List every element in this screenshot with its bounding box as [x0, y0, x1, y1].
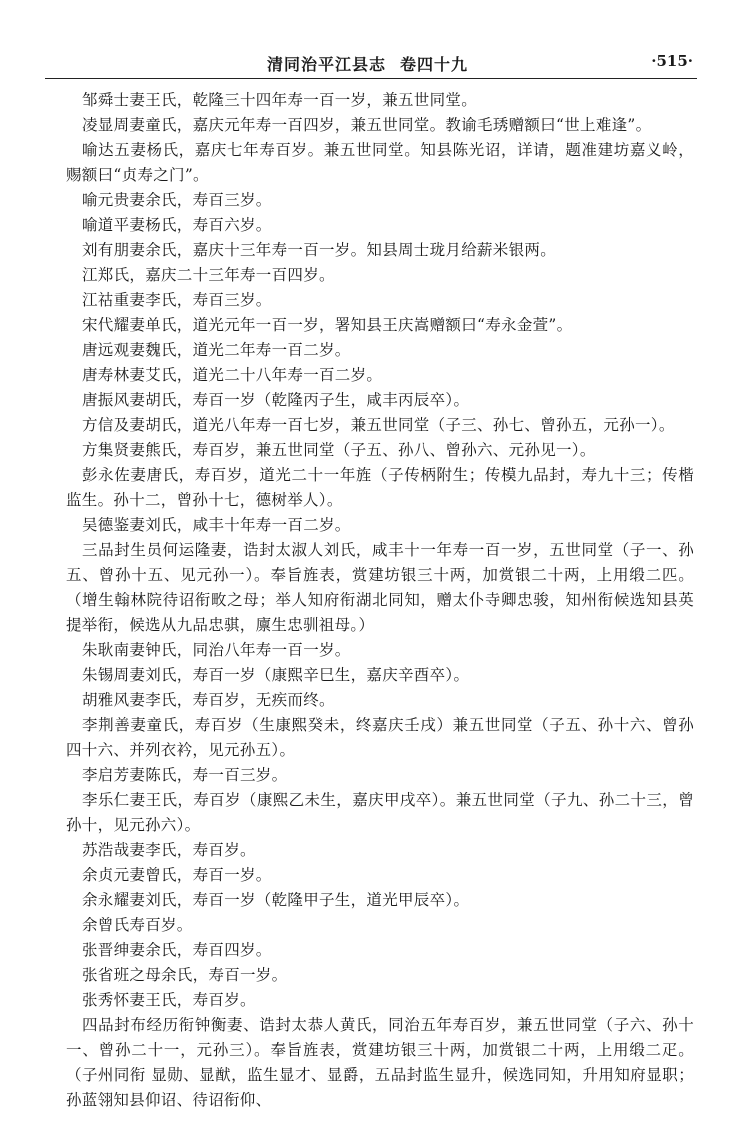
- entry-26: 余永耀妻刘氏，寿百一岁（乾隆甲子生，道光甲辰卒）。: [82, 891, 470, 909]
- entry-4: 喻元贵妻余氏，寿百三岁。: [82, 191, 272, 209]
- entry-29: 张省班之母余氏，寿百一岁。: [82, 966, 288, 984]
- entry-2: 凌显周妻童氏，嘉庆元年寿一百四岁，兼五世同堂。教谕毛琇赠额曰“世上难逢”。: [82, 116, 652, 134]
- entry-16: 吴德鉴妻刘氏，咸丰十年寿一百二岁。: [82, 516, 351, 534]
- entry-19: 朱锡周妻刘氏，寿百一岁（康熙辛巳生，嘉庆辛酉卒）。: [82, 666, 470, 684]
- entry-10: 唐远观妻魏氏，道光二年寿一百二岁。: [82, 341, 351, 359]
- entry-8: 江祜重妻李氏，寿百三岁。: [82, 291, 272, 309]
- entry-18: 朱耿南妻钟氏，同治八年寿一百一岁。: [82, 641, 351, 659]
- entry-28: 张晋绅妻余氏，寿百四岁。: [82, 941, 272, 959]
- page-header: [45, 44, 697, 79]
- entry-7: 江郑氏，嘉庆二十三年寿一百四岁。: [82, 266, 335, 284]
- entry-25: 余贞元妻曾氏，寿百一岁。: [82, 866, 272, 884]
- body-text: [66, 88, 694, 1113]
- entry-17: 三品封生员何运隆妻，诰封太淑人刘氏，咸丰十一年寿一百一岁，五世同堂（子一、孙五、曾孙十五、见元孙一）。奉旨旌表，赏建坊银三十两，加赏银二十两，上用缎二匹。（增生翰林院待诏衔畋之母；举人知府衔湖北同知，赠太仆寺卿忠骏，知州衔候选知县英提举衔，候选从九品忠骐，廪生忠驯祖母。）: [66, 541, 694, 634]
- entry-30: 张秀怀妻王氏，寿百岁。: [82, 991, 256, 1009]
- entry-9: 宋代耀妻单氏，道光元年一百一岁，署知县王庆嵩赠额曰“寿永金萱”。: [82, 316, 573, 334]
- entry-22: 李启芳妻陈氏，寿一百三岁。: [82, 766, 288, 784]
- volume-label: 卷四十九: [400, 55, 469, 74]
- book-title: 清同治平江县志: [267, 55, 387, 74]
- entry-14: 方集贤妻熊氏，寿百岁，兼五世同堂（子五、孙八、曾孙六、元孙见一）。: [82, 441, 596, 459]
- entry-15: 彭永佐妻唐氏，寿百岁，道光二十一年旌（子传柄附生；传模九品封，寿九十三；传楷监生。孙十二，曾孙十七，德树举人）。: [66, 466, 694, 509]
- entry-6: 刘有朋妻余氏，嘉庆十三年寿一百一岁。知县周士珑月给薪米银两。: [82, 241, 557, 259]
- header-title: [267, 52, 468, 75]
- entry-27: 余曾氏寿百岁。: [82, 916, 193, 934]
- entry-11: 唐寿林妻艾氏，道光二十八年寿一百二岁。: [82, 366, 383, 384]
- entry-12: 唐振风妻胡氏，寿百一岁（乾隆丙子生，咸丰丙辰卒）。: [82, 391, 470, 409]
- entry-1: 邹舜士妻王氏，乾隆三十四年寿一百一岁，兼五世同堂。: [82, 91, 478, 109]
- entry-20: 胡雅风妻李氏，寿百岁，无疾而终。: [82, 691, 335, 709]
- entry-31: 四品封布经历衔钟衡妻、诰封太恭人黄氏，同治五年寿百岁，兼五世同堂（子六、孙十一、曾孙二十一，元孙三）。奉旨旌表，赏建坊银三十两，加赏银二十两，上用缎二疋。（子州同衔 显勋、显猷，监生显才、显爵，五品封监生显升，候选同知，升用知府显职；孙蓝翎知县仰诏、待诏衔仰、: [66, 1016, 694, 1109]
- entry-21: 李荆善妻童氏，寿百岁（生康熙癸未，终嘉庆壬戌）兼五世同堂（子五、孙十六、曾孙四十六、并列衣衿，见元孙五）。: [66, 716, 694, 759]
- entry-3: 喻达五妻杨氏，嘉庆七年寿百岁。兼五世同堂。知县陈光诏，详请，题准建坊嘉义岭，赐额曰“贞寿之门”。: [66, 141, 694, 184]
- entry-23: 李乐仁妻王氏，寿百岁（康熙乙未生，嘉庆甲戌卒）。兼五世同堂（子九、孙二十三，曾孙十，见元孙六）。: [66, 791, 694, 834]
- entry-24: 苏浩哉妻李氏，寿百岁。: [82, 841, 256, 859]
- entry-5: 喻道平妻杨氏，寿百六岁。: [82, 216, 272, 234]
- entry-13: 方信及妻胡氏，道光八年寿一百七岁，兼五世同堂（子三、孙七、曾孙五，元孙一）。: [82, 416, 675, 434]
- page-number: ·515·: [651, 52, 693, 70]
